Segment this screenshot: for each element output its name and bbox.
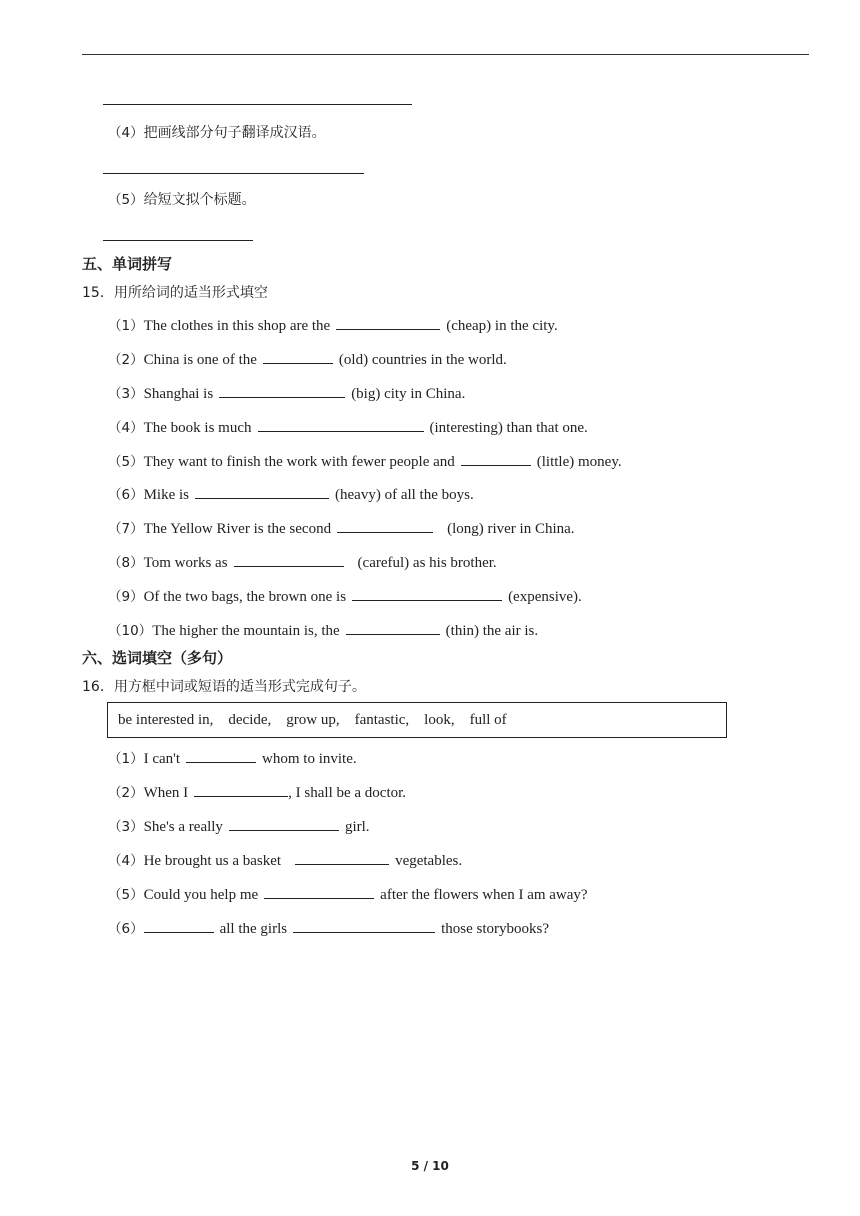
fill-item: （2）China is one of the (old) countries in the world. bbox=[108, 349, 507, 370]
answer-blank[interactable] bbox=[258, 417, 424, 432]
section-heading: 五、单词拼写 bbox=[82, 255, 173, 273]
fill-item: （5）They want to finish the work with fewer people and (little) money. bbox=[108, 451, 622, 472]
fill-item: （2）When I , I shall be a doctor. bbox=[108, 782, 406, 803]
answer-blank[interactable] bbox=[234, 552, 344, 567]
answer-blank[interactable] bbox=[346, 620, 440, 635]
fill-item: （1）The clothes in this shop are the (cheap) in the city. bbox=[108, 315, 558, 336]
answer-blank[interactable] bbox=[195, 484, 329, 499]
question-prompt: 16．用方框中词或短语的适当形式完成句子。 bbox=[82, 679, 366, 695]
page-number: 5 / 10 bbox=[411, 1159, 449, 1173]
word-bank-text: be interested in, decide, grow up, fantastic, look, full of bbox=[118, 712, 507, 728]
word-bank-box bbox=[107, 702, 727, 738]
header-rule bbox=[82, 54, 809, 55]
fill-item: （9）Of the two bags, the brown one is (expensive). bbox=[108, 586, 582, 607]
answer-blank[interactable] bbox=[264, 884, 374, 899]
q14-item-5: （5）给短文拟个标题。 bbox=[108, 192, 256, 208]
fill-item: （6） all the girls those storybooks? bbox=[108, 918, 549, 939]
answer-blank[interactable] bbox=[263, 349, 333, 364]
fill-item: （5）Could you help me after the flowers when I am away? bbox=[108, 884, 588, 905]
section-heading: 六、选词填空（多句） bbox=[82, 649, 233, 667]
answer-blank[interactable] bbox=[295, 850, 389, 865]
fill-item: （3）She's a really girl. bbox=[108, 816, 370, 837]
answer-line[interactable] bbox=[103, 240, 253, 241]
fill-item: （4）The book is much (interesting) than that one. bbox=[108, 417, 588, 438]
answer-blank[interactable] bbox=[337, 518, 433, 533]
answer-blank[interactable] bbox=[336, 315, 440, 330]
fill-item: （1）I can't whom to invite. bbox=[108, 748, 357, 769]
fill-item: （7）The Yellow River is the second (long) river in China. bbox=[108, 518, 575, 539]
answer-blank[interactable] bbox=[229, 816, 339, 831]
answer-blank[interactable] bbox=[144, 918, 214, 933]
q14-item-4: （4）把画线部分句子翻译成汉语。 bbox=[108, 125, 326, 141]
fill-item: （8）Tom works as (careful) as his brother. bbox=[108, 552, 497, 573]
answer-blank[interactable] bbox=[461, 451, 531, 466]
answer-line[interactable] bbox=[103, 104, 412, 105]
answer-blank[interactable] bbox=[194, 782, 288, 797]
fill-item: （3）Shanghai is (big) city in China. bbox=[108, 383, 465, 404]
question-prompt: 15．用所给词的适当形式填空 bbox=[82, 285, 268, 301]
fill-item: （10）The higher the mountain is, the (thin) the air is. bbox=[108, 620, 538, 641]
answer-blank[interactable] bbox=[219, 383, 345, 398]
answer-blank[interactable] bbox=[293, 918, 435, 933]
answer-line[interactable] bbox=[103, 173, 364, 174]
fill-item: （6）Mike is (heavy) of all the boys. bbox=[108, 484, 474, 505]
fill-item: （4）He brought us a basket vegetables. bbox=[108, 850, 462, 871]
answer-blank[interactable] bbox=[352, 586, 502, 601]
answer-blank[interactable] bbox=[186, 748, 256, 763]
